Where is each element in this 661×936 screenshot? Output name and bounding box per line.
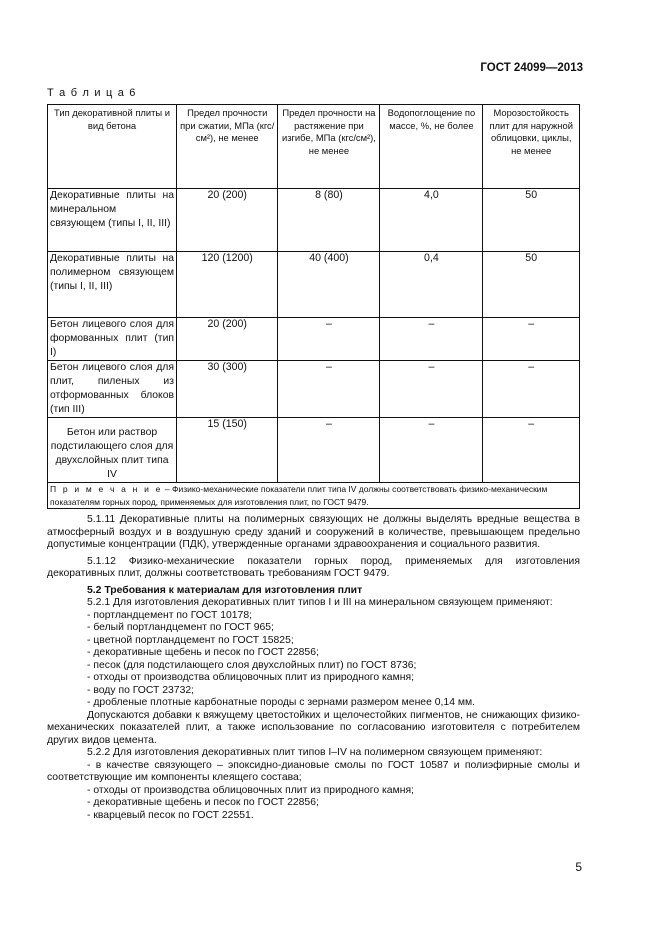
list-item: - белый портландцемент по ГОСТ 965; <box>87 622 274 633</box>
list-item: - воду по ГОСТ 23732; <box>87 684 195 696</box>
row-frost: – <box>483 361 580 418</box>
list-item: - в качестве связующего – эпоксидно-диановые смолы по ГОСТ 10587 и полиэфирные смолы и соответствующие им компоненты клеящего состава; <box>47 759 580 783</box>
row-water: 0,4 <box>380 252 483 318</box>
row-water: 4,0 <box>380 189 483 252</box>
row-frost: – <box>483 418 580 483</box>
row-name: Бетон или раствор подстилающего слоя для двухслойных плит типа IV <box>48 418 177 483</box>
row-name: Декоративные плиты на полимерном связующем (типы I, II, III) <box>48 252 177 318</box>
row-name: Декоративные плиты на минеральном связующем (типы I, II, III) <box>48 189 177 252</box>
table-row <box>48 361 580 418</box>
table-header-row <box>48 105 580 189</box>
table-caption: Т а б л и ц а 6 <box>47 87 137 99</box>
standard-code: ГОСТ 24099—2013 <box>480 62 583 74</box>
row-compressive: 20 (200) <box>177 189 278 252</box>
row-frost: – <box>483 318 580 361</box>
header-bending-strength: Предел прочности на растяжение при изгибе, МПа (кгс/см²), не менее <box>278 105 380 189</box>
list-item: - кварцевый песок по ГОСТ 22551. <box>87 809 254 821</box>
header-plate-type: Тип декоративной плиты и вид бетона <box>48 105 177 189</box>
header-compressive-strength: Предел прочности при сжатии, МПа (кгс/см²), не менее <box>177 105 278 189</box>
list-item: - отходы от производства облицовочных плит из природного камня; <box>87 784 414 796</box>
list-item: - цветной портландцемент по ГОСТ 15825; <box>87 634 294 646</box>
table-note <box>48 483 580 509</box>
row-bending: 40 (400) <box>278 252 380 318</box>
section-5-2-heading: 5.2 Требования к материалам для изготовления плит <box>87 584 363 596</box>
row-compressive: 120 (1200) <box>177 252 278 318</box>
body-text <box>47 514 580 822</box>
header-water-absorption: Водопоглощение по массе, %, не более <box>380 105 483 189</box>
row-compressive: 15 (150) <box>177 418 278 483</box>
row-water: – <box>380 361 483 418</box>
row-frost: 50 <box>483 252 580 318</box>
paragraph-additives: Допускаются добавки к вяжущему цветостойких и щелочестойких пигментов, не снижающих физико-механических показателей плит, а также использование по согласованию изготовителя с потребителем других видов цемента. <box>47 709 580 746</box>
list-item: - декоративные щебень и песок по ГОСТ 22856; <box>87 797 319 808</box>
table-row <box>48 418 580 483</box>
row-bending: – <box>278 418 380 483</box>
paragraph-5-2-1: 5.2.1 Для изготовления декоративных плит типов I и III на минеральном связующем применяют: <box>87 597 553 608</box>
row-bending: 8 (80) <box>278 189 380 252</box>
table-row <box>48 189 580 252</box>
page-number: 5 <box>575 860 582 874</box>
note-label: П р и м е ч а н и е <box>50 484 163 494</box>
table-row <box>48 318 580 361</box>
list-item: - декоративные щебень и песок по ГОСТ 22856; <box>87 647 319 658</box>
list-item: - портландцемент по ГОСТ 10178; <box>87 609 252 621</box>
row-bending: – <box>278 361 380 418</box>
row-compressive: 30 (300) <box>177 361 278 418</box>
row-compressive: 20 (200) <box>177 318 278 361</box>
paragraph-5-1-12: 5.1.12 Физико-механические показатели горных пород, применяемых для изготовления декоративных плит, должны соответствовать требованиям ГОСТ 9479. <box>47 555 580 579</box>
note-text: – Физико-механические показатели плит типа IV должны соответствовать физико-механическим показателям горных пород, применяемых для изготовления плит, по ГОСТ 9479. <box>50 484 548 507</box>
row-name: Бетон лицевого слоя для плит, пиленых из отформованных блоков (тип III) <box>48 361 177 418</box>
row-bending: – <box>278 318 380 361</box>
row-water: – <box>380 418 483 483</box>
list-item: - песок (для подстилающего слоя двухслойных плит) по ГОСТ 8736; <box>87 659 417 671</box>
table-note-row <box>48 483 580 509</box>
table-row <box>48 252 580 318</box>
paragraph-5-1-11: 5.1.11 Декоративные плиты на полимерных связующих не должны выделять вредные вещества в атмосферный воздух и в воздушную среду зданий и сооружений в количестве, превышающем предельно допустимые концентрации (ПДК), утвержденные органами здравоохранения и социального развития. <box>47 514 580 550</box>
properties-table <box>47 104 580 509</box>
list-item: - дробленые плотные карбонатные породы с зернами размером менее 0,14 мм. <box>87 697 476 708</box>
header-frost-resistance: Морозостойкость плит для наружной облицовки, циклы, не менее <box>483 105 580 189</box>
row-water: – <box>380 318 483 361</box>
list-item: - отходы от производства облицовочных плит из природного камня; <box>87 672 414 683</box>
row-name: Бетон лицевого слоя для формованных плит (тип I) <box>48 318 177 361</box>
paragraph-5-2-2: 5.2.2 Для изготовления декоративных плит типов I–IV на полимерном связующем применяют: <box>87 747 543 758</box>
row-frost: 50 <box>483 189 580 252</box>
